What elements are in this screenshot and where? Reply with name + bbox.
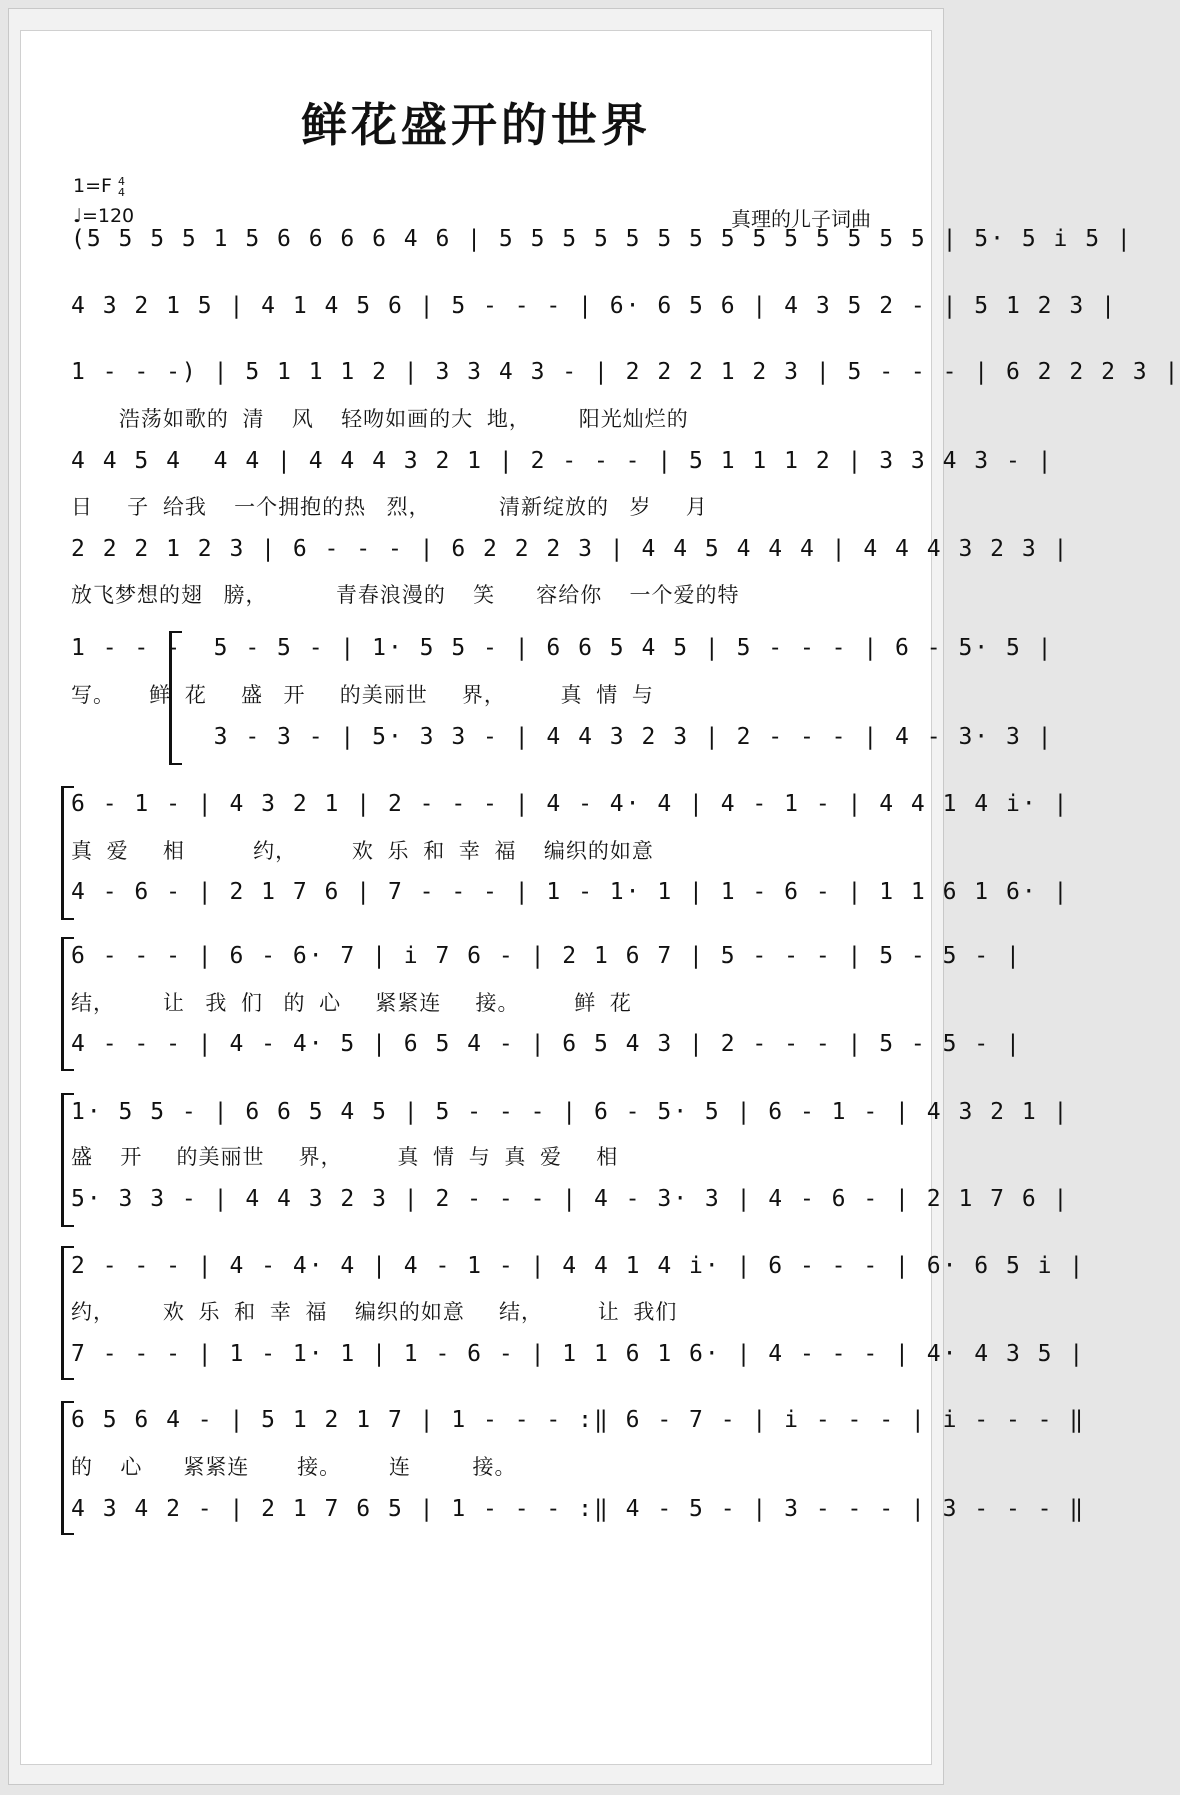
- key-label: 1=F: [73, 175, 112, 197]
- system-5-lyrics: 放飞梦想的翅 膀， 青春浪漫的 笑 容给你 一个爱的特: [71, 584, 740, 607]
- system-4-notes: 4 4 5 4 4 4 | 4 4 4 3 2 1 | 2 - - - | 5 1 1 1 2 | 3 3 4 3 - |: [71, 448, 1054, 474]
- system-9-lower: 5· 3 3 - | 4 4 3 2 3 | 2 - - - | 4 - 3· 3 | 4 - 6 - | 2 1 7 6 |: [71, 1186, 1070, 1212]
- composer-credit: 真理的儿子词曲: [731, 207, 871, 231]
- score-sheet: [20, 30, 1180, 1765]
- system-4-lyrics: 日 子 给我 一个拥抱的热 烈， 清新绽放的 岁 月: [71, 496, 708, 519]
- system-11-notes: 6 5 6 4 - | 5 1 2 1 7 | 1 - - - :‖ 6 - 7 - | i - - - | i - - - ‖: [71, 1407, 1086, 1433]
- system-8-lyrics: 结， 让 我 们 的 心 紧紧连 接。 鲜 花: [71, 992, 632, 1015]
- system-9-notes: 1· 5 5 - | 6 6 5 4 5 | 5 - - - | 6 - 5· 5 | 6 - 1 - | 4 3 2 1 |: [71, 1099, 1070, 1125]
- system-1-notes: (5 5 5 5 1 5 6 6 6 6 4 6 | 5 5 5 5 5 5 5 5 5 5 5 5 5 5 | 5· 5 i 5 |: [71, 226, 1133, 252]
- tempo-marking: ♩=120: [73, 205, 135, 227]
- system-6-notes: 1 - - - 5 - 5 - | 1· 5 5 - | 6 6 5 4 5 | 5 - - - | 6 - 5· 5 |: [71, 635, 1054, 661]
- song-title: 鲜花盛开的世界: [301, 98, 651, 152]
- system-6-lyrics: 写。 鲜 花 盛 开 的美丽世 界， 真 情 与: [71, 684, 654, 707]
- system-7-lower: 4 - 6 - | 2 1 7 6 | 7 - - - | 1 - 1· 1 | 1 - 6 - | 1 1 6 1 6· |: [71, 879, 1070, 905]
- system-8-notes: 6 - - - | 6 - 6· 7 | i 7 6 - | 2 1 6 7 | 5 - - - | 5 - 5 - |: [71, 943, 1022, 969]
- system-3-notes: 1 - - -) | 5 1 1 1 2 | 3 3 4 3 - | 2 2 2 1 2 3 | 5 - - - | 6 2 2 2 3 |: [71, 359, 1180, 385]
- time-bottom: 4: [117, 185, 125, 199]
- system-10-lyrics: 约， 欢 乐 和 幸 福 编织的如意 结， 让 我们: [71, 1301, 678, 1324]
- system-8-lower: 4 - - - | 4 - 4· 5 | 6 5 4 - | 6 5 4 3 | 2 - - - | 5 - 5 - |: [71, 1031, 1022, 1057]
- key-tempo-block: [73, 171, 134, 231]
- system-10-notes: 2 - - - | 4 - 4· 4 | 4 - 1 - | 4 4 1 4 i· | 6 - - - | 6· 6 5 i |: [71, 1253, 1086, 1279]
- system-7-notes: 6 - 1 - | 4 3 2 1 | 2 - - - | 4 - 4· 4 | 4 - 1 - | 4 4 1 4 i· |: [71, 791, 1070, 817]
- system-7-lyrics: 真 爱 相 约， 欢 乐 和 幸 福 编织的如意: [71, 840, 654, 863]
- system-11-lyrics: 的 心 紧紧连 接。 连 接。: [71, 1456, 517, 1479]
- time-top: 4: [117, 174, 125, 188]
- system-5-notes: 2 2 2 1 2 3 | 6 - - - | 6 2 2 2 3 | 4 4 5 4 4 4 | 4 4 4 3 2 3 |: [71, 536, 1070, 562]
- system-2-notes: 4 3 2 1 5 | 4 1 4 5 6 | 5 - - - | 6· 6 5 6 | 4 3 5 2 - | 5 1 2 3 |: [71, 293, 1117, 319]
- system-9-lyrics: 盛 开 的美丽世 界， 真 情 与 真 爱 相: [71, 1146, 619, 1169]
- system-11-lower: 4 3 4 2 - | 2 1 7 6 5 | 1 - - - :‖ 4 - 5 - | 3 - - - | 3 - - - ‖: [71, 1496, 1086, 1522]
- time-signature: [118, 176, 125, 198]
- system-6-lower: 3 - 3 - | 5· 3 3 - | 4 4 3 2 3 | 2 - - - | 4 - 3· 3 |: [71, 724, 1054, 750]
- key-signature: [73, 171, 134, 201]
- system-10-lower: 7 - - - | 1 - 1· 1 | 1 - 6 - | 1 1 6 1 6· | 4 - - - | 4· 4 3 5 |: [71, 1341, 1086, 1367]
- system-3-lyrics: 浩荡如歌的 清 风 轻吻如画的大 地， 阳光灿烂的: [71, 408, 689, 431]
